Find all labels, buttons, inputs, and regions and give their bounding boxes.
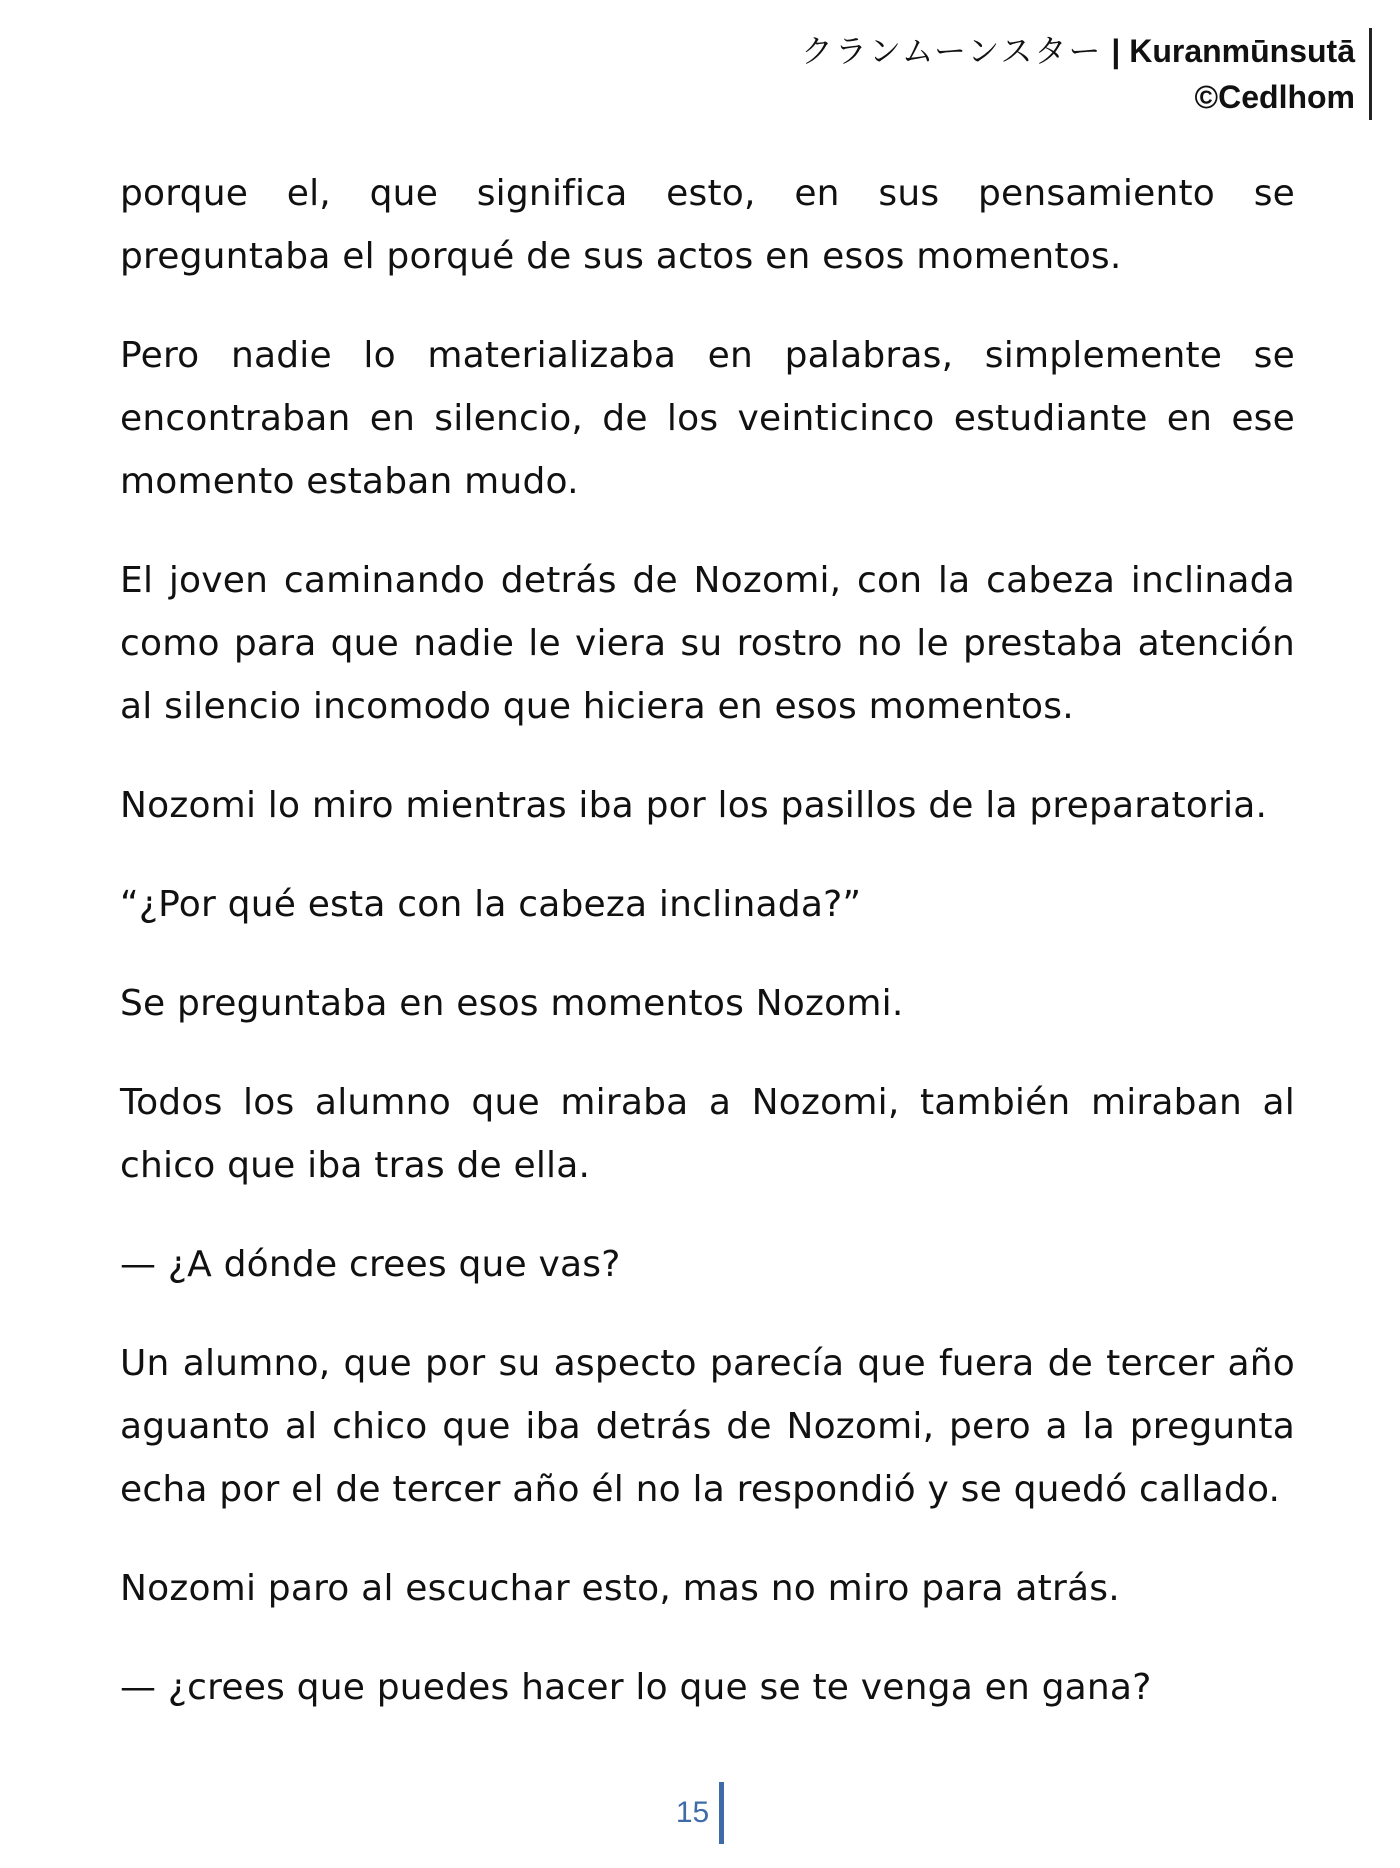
- page-header: [801, 28, 1372, 120]
- paragraph: El joven caminando detrás de Nozomi, con la cabeza inclinada como para que nadie le viera su rostro no le prestaba atención al silencio incomodo que hiciera en esos momentos.: [120, 560, 1295, 727]
- page-footer: [0, 1782, 1400, 1844]
- header-title-romaji: Kuranmūnsutā: [1129, 33, 1355, 69]
- page-number-bar: [719, 1782, 724, 1844]
- paragraph: Todos los alumno que miraba a Nozomi, también miraban al chico que iba tras de ella.: [120, 1082, 1295, 1186]
- paragraph: Pero nadie lo materializaba en palabras, simplemente se encontraban en silencio, de los veinticinco estudiante en ese momento estaban mudo.: [120, 335, 1295, 502]
- paragraph: Nozomi paro al escuchar esto, mas no miro para atrás.: [120, 1568, 1120, 1609]
- paragraph: Se preguntaba en esos momentos Nozomi.: [120, 983, 904, 1024]
- header-title-japanese: クランムーンスター: [800, 32, 1103, 70]
- paragraph: porque el, que significa esto, en sus pensamiento se preguntaba el porqué de sus actos en esos momentos.: [120, 173, 1295, 277]
- paragraph: — ¿crees que puedes hacer lo que se te venga en gana?: [120, 1667, 1152, 1708]
- paragraph: — ¿A dónde crees que vas?: [120, 1244, 621, 1285]
- header-copyright: ©Cedlhom: [1194, 79, 1355, 115]
- page-body: [120, 162, 1295, 1755]
- paragraph: “¿Por qué esta con la cabeza inclinada?”: [120, 884, 862, 925]
- page-number: 15: [675, 1796, 710, 1829]
- header-separator: |: [1111, 33, 1121, 69]
- header-title-line: [801, 28, 1355, 74]
- paragraph: Un alumno, que por su aspecto parecía que fuera de tercer año aguanto al chico que iba detrás de Nozomi, pero a la pregunta echa por el de tercer año él no la respondió y se quedó callado.: [120, 1343, 1295, 1510]
- paragraph: Nozomi lo miro mientras iba por los pasillos de la preparatoria.: [120, 785, 1268, 826]
